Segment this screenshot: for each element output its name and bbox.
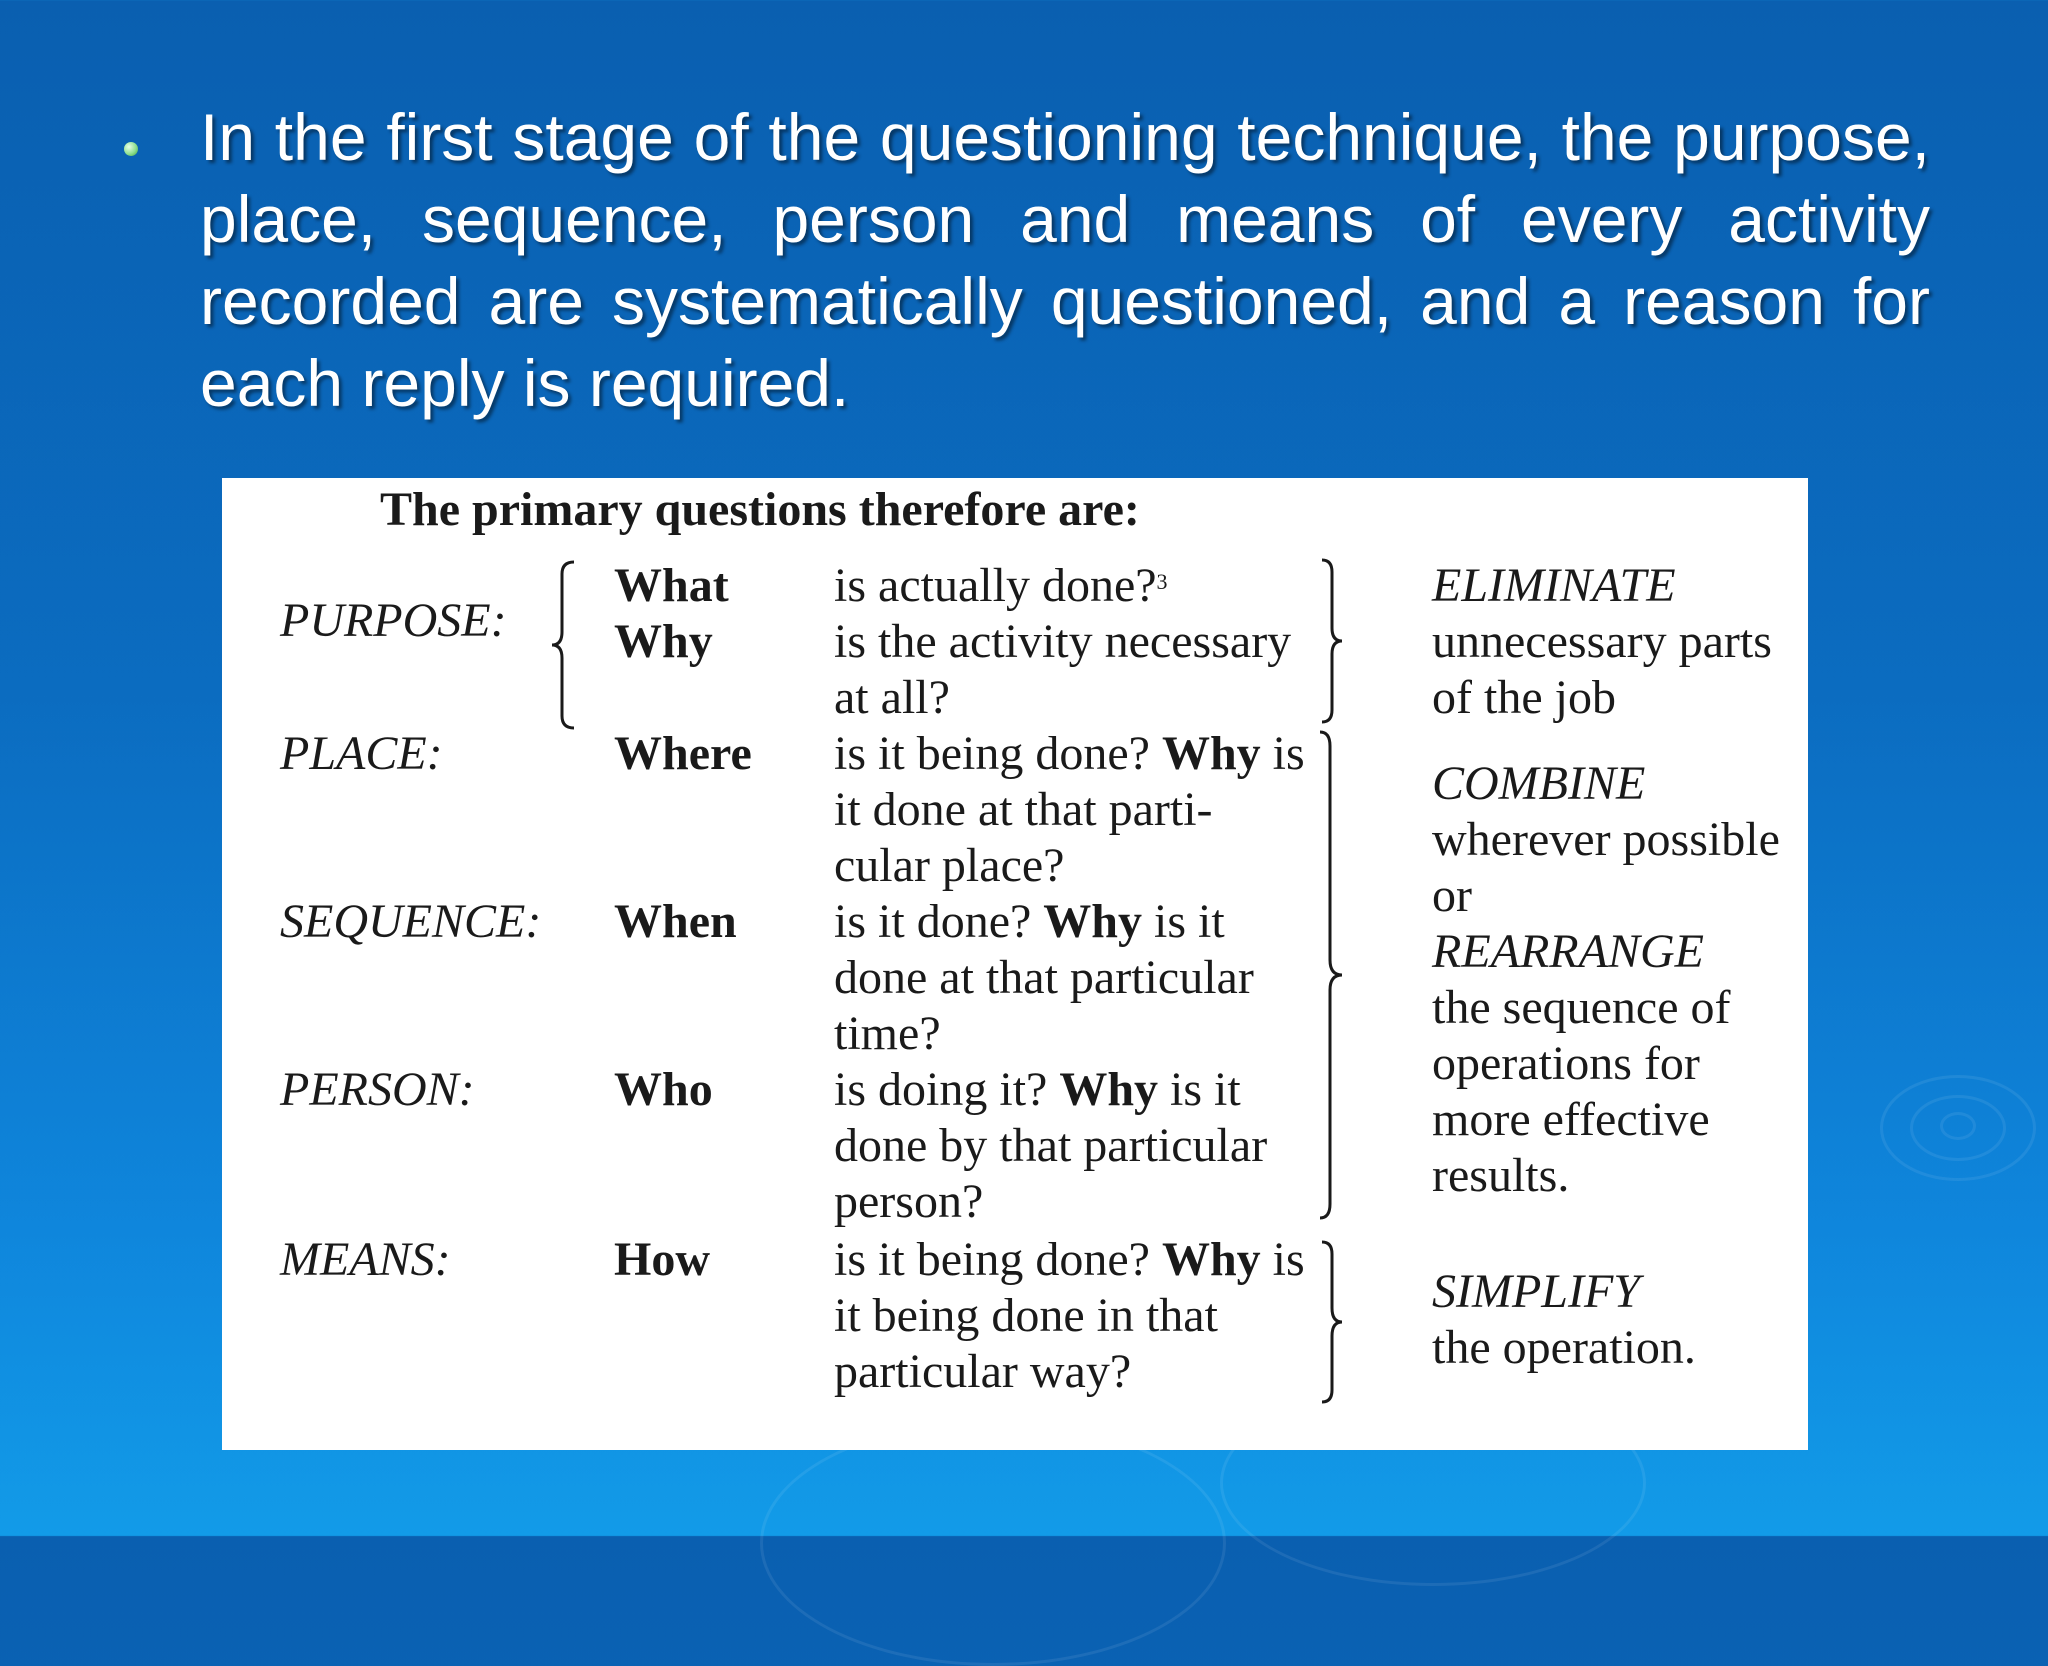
person-text-line2: done by that particular — [834, 1119, 1268, 1172]
action-eliminate: ELIMINATE — [1432, 559, 1676, 612]
place-text-line2: it done at that parti- — [834, 783, 1213, 836]
sequence-label: SEQUENCE: — [280, 895, 542, 948]
question-word-when: When — [614, 895, 737, 948]
place-text-line1: is it being done? Why is — [834, 727, 1305, 780]
sequence-text-line2: done at that particular — [834, 951, 1254, 1004]
action-eliminate-line1: unnecessary parts — [1432, 615, 1772, 668]
action-simplify: SIMPLIFY — [1432, 1265, 1640, 1318]
person-label: PERSON: — [280, 1063, 475, 1116]
purpose-label: PURPOSE: — [280, 594, 507, 647]
action-rearrange-line1: the sequence of — [1432, 981, 1731, 1034]
place-text-line3: cular place? — [834, 839, 1065, 892]
action-combine-line2: or — [1432, 869, 1472, 922]
bullet-text: In the first stage of the questioning technique, the purpose, place, sequence, person and means of every activity recorded are systematically questioned, and a reason for each reply is required. — [200, 100, 1930, 420]
primary-questions-figure — [222, 478, 1808, 1450]
means-label: MEANS: — [280, 1233, 451, 1286]
action-combine-line1: wherever possible — [1432, 813, 1780, 866]
action-eliminate-line2: of the job — [1432, 671, 1616, 724]
question-word-why: Why — [614, 615, 713, 668]
question-word-how: How — [614, 1233, 710, 1286]
action-rearrange-line2: operations for — [1432, 1037, 1700, 1090]
action-rearrange-line3: more effective — [1432, 1093, 1710, 1146]
sequence-text-line3: time? — [834, 1007, 941, 1060]
left-brace-purpose — [554, 560, 578, 730]
person-text-line1: is doing it? Why is it — [834, 1063, 1241, 1116]
place-label: PLACE: — [280, 727, 443, 780]
person-text-line3: person? — [834, 1175, 984, 1228]
right-brace-combine-rearrange — [1318, 730, 1344, 1220]
action-rearrange: REARRANGE — [1432, 925, 1704, 978]
ripple-decoration — [760, 1420, 1226, 1666]
sequence-text-line1: is it done? Why is it — [834, 895, 1225, 948]
question-word-who: Who — [614, 1063, 713, 1116]
action-simplify-line1: the operation. — [1432, 1321, 1696, 1374]
figure-heading: The primary questions therefore are: — [380, 483, 1140, 536]
purpose-why-text-line1: is the activity necessary — [834, 615, 1292, 668]
bullet-point — [120, 96, 1930, 424]
right-brace-simplify — [1320, 1240, 1344, 1404]
question-word-what: What — [614, 559, 729, 612]
means-text-line1: is it being done? Why is — [834, 1233, 1305, 1286]
purpose-why-text-line2: at all? — [834, 671, 950, 724]
right-brace-eliminate — [1320, 558, 1344, 724]
ripple-decoration — [1940, 1112, 1976, 1140]
question-word-where: Where — [614, 727, 752, 780]
means-text-line2: it being done in that — [834, 1289, 1218, 1342]
means-text-line3: particular way? — [834, 1345, 1132, 1398]
action-combine: COMBINE — [1432, 757, 1646, 810]
bullet-dot-icon — [124, 142, 138, 156]
action-rearrange-line4: results. — [1432, 1149, 1570, 1202]
purpose-what-text: is actually done?$^3$ — [834, 559, 1168, 612]
